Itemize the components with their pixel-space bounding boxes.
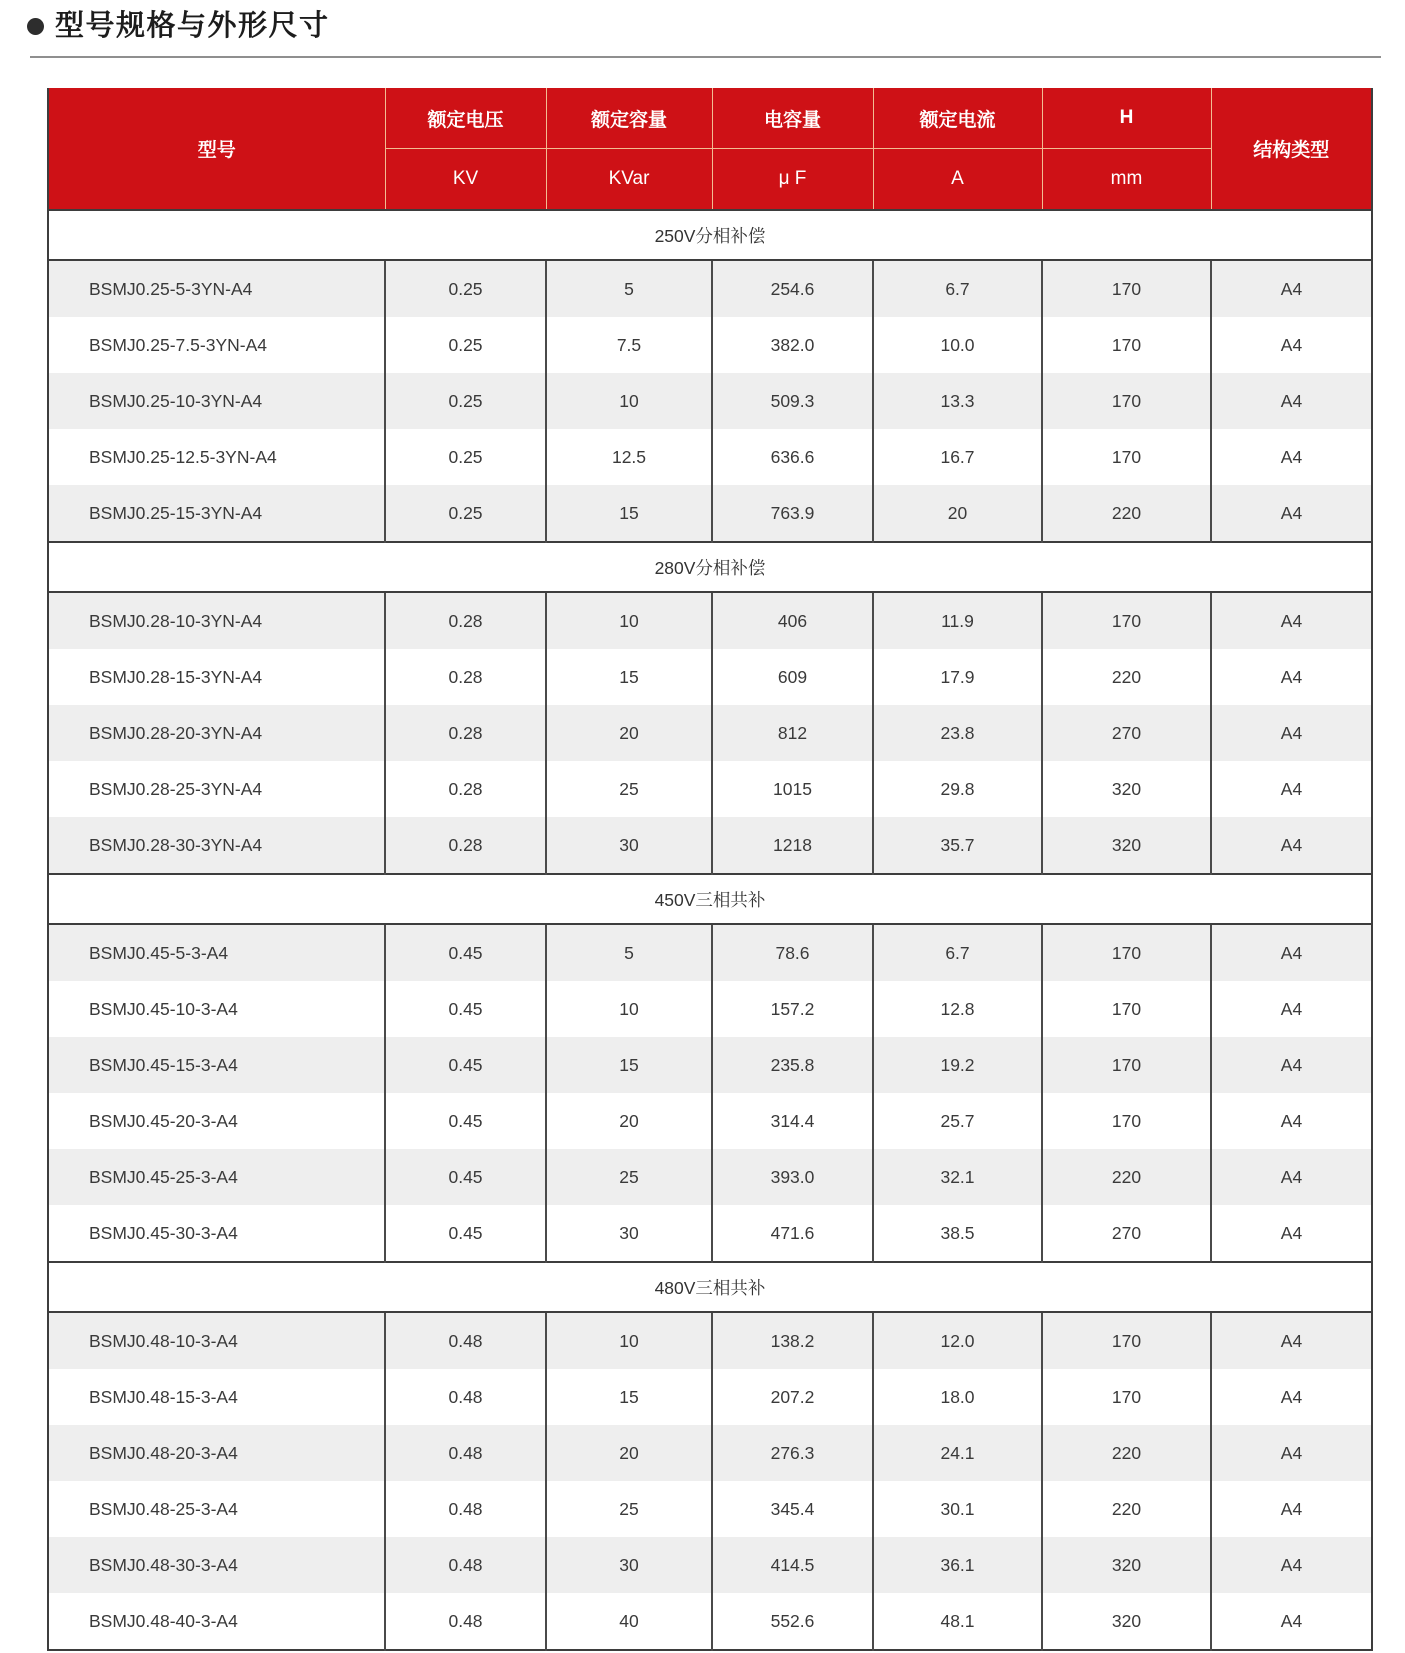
value-cell: 220 xyxy=(1042,1425,1211,1481)
value-cell: 0.28 xyxy=(385,705,546,761)
model-cell: BSMJ0.45-10-3-A4 xyxy=(48,981,385,1037)
value-cell: 382.0 xyxy=(712,317,873,373)
value-cell: 0.45 xyxy=(385,1093,546,1149)
value-cell: 30 xyxy=(546,1537,712,1593)
value-cell: 12.8 xyxy=(873,981,1042,1037)
table-row xyxy=(48,1037,1372,1093)
table-row xyxy=(48,429,1372,485)
value-cell: 25 xyxy=(546,1149,712,1205)
table-row xyxy=(48,1312,1372,1369)
value-cell: 10 xyxy=(546,981,712,1037)
value-cell: 0.48 xyxy=(385,1312,546,1369)
table-row xyxy=(48,981,1372,1037)
value-cell: 170 xyxy=(1042,317,1211,373)
model-cell: BSMJ0.28-10-3YN-A4 xyxy=(48,592,385,649)
value-cell: A4 xyxy=(1211,981,1372,1037)
value-cell: 0.48 xyxy=(385,1537,546,1593)
value-cell: A4 xyxy=(1211,761,1372,817)
value-cell: 10 xyxy=(546,592,712,649)
value-cell: 0.48 xyxy=(385,1481,546,1537)
model-cell: BSMJ0.45-25-3-A4 xyxy=(48,1149,385,1205)
value-cell: 20 xyxy=(546,1425,712,1481)
value-cell: 25 xyxy=(546,1481,712,1537)
value-cell: 0.28 xyxy=(385,817,546,874)
value-cell: 157.2 xyxy=(712,981,873,1037)
value-cell: 170 xyxy=(1042,592,1211,649)
value-cell: 270 xyxy=(1042,705,1211,761)
value-cell: A4 xyxy=(1211,817,1372,874)
value-cell: 0.45 xyxy=(385,981,546,1037)
unit-kvar: KVar xyxy=(546,149,712,211)
model-cell: BSMJ0.45-30-3-A4 xyxy=(48,1205,385,1262)
value-cell: 320 xyxy=(1042,817,1211,874)
table-row xyxy=(48,317,1372,373)
value-cell: 23.8 xyxy=(873,705,1042,761)
value-cell: A4 xyxy=(1211,1093,1372,1149)
value-cell: 393.0 xyxy=(712,1149,873,1205)
value-cell: A4 xyxy=(1211,1205,1372,1262)
spec-table xyxy=(47,88,1373,1651)
model-cell: BSMJ0.25-12.5-3YN-A4 xyxy=(48,429,385,485)
section-title: 480V三相共补 xyxy=(48,1262,1372,1312)
model-cell: BSMJ0.48-20-3-A4 xyxy=(48,1425,385,1481)
col-header-capacitance: 电容量 xyxy=(712,88,873,149)
value-cell: 609 xyxy=(712,649,873,705)
value-cell: 20 xyxy=(546,705,712,761)
value-cell: 18.0 xyxy=(873,1369,1042,1425)
value-cell: 7.5 xyxy=(546,317,712,373)
model-cell: BSMJ0.28-20-3YN-A4 xyxy=(48,705,385,761)
table-row xyxy=(48,1537,1372,1593)
value-cell: 0.45 xyxy=(385,1205,546,1262)
value-cell: 0.25 xyxy=(385,485,546,542)
value-cell: A4 xyxy=(1211,705,1372,761)
value-cell: 0.45 xyxy=(385,1149,546,1205)
value-cell: 48.1 xyxy=(873,1593,1042,1650)
value-cell: 20 xyxy=(546,1093,712,1149)
value-cell: 220 xyxy=(1042,1149,1211,1205)
value-cell: 32.1 xyxy=(873,1149,1042,1205)
value-cell: 15 xyxy=(546,485,712,542)
value-cell: 254.6 xyxy=(712,260,873,317)
value-cell: 10 xyxy=(546,373,712,429)
value-cell: A4 xyxy=(1211,260,1372,317)
table-row xyxy=(48,1369,1372,1425)
value-cell: 15 xyxy=(546,1369,712,1425)
value-cell: 220 xyxy=(1042,1481,1211,1537)
col-header-rated-voltage: 额定电压 xyxy=(385,88,546,149)
value-cell: 0.48 xyxy=(385,1593,546,1650)
col-header-rated-capacity: 额定容量 xyxy=(546,88,712,149)
value-cell: 35.7 xyxy=(873,817,1042,874)
col-header-rated-current: 额定电流 xyxy=(873,88,1042,149)
value-cell: 38.5 xyxy=(873,1205,1042,1262)
value-cell: 5 xyxy=(546,260,712,317)
value-cell: 13.3 xyxy=(873,373,1042,429)
value-cell: 138.2 xyxy=(712,1312,873,1369)
value-cell: A4 xyxy=(1211,485,1372,542)
value-cell: 320 xyxy=(1042,1537,1211,1593)
value-cell: 0.25 xyxy=(385,260,546,317)
model-cell: BSMJ0.45-20-3-A4 xyxy=(48,1093,385,1149)
value-cell: 170 xyxy=(1042,1093,1211,1149)
model-cell: BSMJ0.48-25-3-A4 xyxy=(48,1481,385,1537)
value-cell: 12.0 xyxy=(873,1312,1042,1369)
table-row xyxy=(48,705,1372,761)
value-cell: 6.7 xyxy=(873,260,1042,317)
table-header xyxy=(48,88,1372,210)
value-cell: 0.25 xyxy=(385,317,546,373)
table-row xyxy=(48,373,1372,429)
value-cell: 30 xyxy=(546,1205,712,1262)
model-cell: BSMJ0.25-10-3YN-A4 xyxy=(48,373,385,429)
value-cell: 345.4 xyxy=(712,1481,873,1537)
table-row xyxy=(48,817,1372,874)
value-cell: A4 xyxy=(1211,924,1372,981)
value-cell: 170 xyxy=(1042,1037,1211,1093)
value-cell: 40 xyxy=(546,1593,712,1650)
table-row xyxy=(48,924,1372,981)
value-cell: 29.8 xyxy=(873,761,1042,817)
value-cell: 15 xyxy=(546,649,712,705)
value-cell: 15 xyxy=(546,1037,712,1093)
value-cell: A4 xyxy=(1211,1537,1372,1593)
value-cell: 0.45 xyxy=(385,1037,546,1093)
bullet-icon xyxy=(27,18,44,35)
table-row xyxy=(48,260,1372,317)
value-cell: A4 xyxy=(1211,1369,1372,1425)
value-cell: 0.25 xyxy=(385,373,546,429)
value-cell: 19.2 xyxy=(873,1037,1042,1093)
unit-mm: mm xyxy=(1042,149,1211,211)
col-header-model: 型号 xyxy=(48,88,385,210)
table-row xyxy=(48,485,1372,542)
value-cell: 1218 xyxy=(712,817,873,874)
table-row xyxy=(48,649,1372,705)
value-cell: 207.2 xyxy=(712,1369,873,1425)
value-cell: 0.28 xyxy=(385,649,546,705)
value-cell: 812 xyxy=(712,705,873,761)
value-cell: 636.6 xyxy=(712,429,873,485)
value-cell: A4 xyxy=(1211,649,1372,705)
value-cell: 16.7 xyxy=(873,429,1042,485)
value-cell: A4 xyxy=(1211,592,1372,649)
value-cell: 320 xyxy=(1042,1593,1211,1650)
value-cell: 170 xyxy=(1042,1369,1211,1425)
value-cell: 30.1 xyxy=(873,1481,1042,1537)
value-cell: A4 xyxy=(1211,1149,1372,1205)
value-cell: 276.3 xyxy=(712,1425,873,1481)
value-cell: A4 xyxy=(1211,1312,1372,1369)
model-cell: BSMJ0.28-15-3YN-A4 xyxy=(48,649,385,705)
value-cell: 170 xyxy=(1042,260,1211,317)
value-cell: A4 xyxy=(1211,317,1372,373)
value-cell: 0.48 xyxy=(385,1369,546,1425)
value-cell: 12.5 xyxy=(546,429,712,485)
value-cell: 509.3 xyxy=(712,373,873,429)
section-header-row xyxy=(48,1262,1372,1312)
model-cell: BSMJ0.48-30-3-A4 xyxy=(48,1537,385,1593)
value-cell: 220 xyxy=(1042,485,1211,542)
section-heading xyxy=(27,12,330,41)
table-row xyxy=(48,1593,1372,1650)
value-cell: 1015 xyxy=(712,761,873,817)
value-cell: A4 xyxy=(1211,373,1372,429)
heading-divider xyxy=(30,56,1381,58)
model-cell: BSMJ0.28-30-3YN-A4 xyxy=(48,817,385,874)
value-cell: 170 xyxy=(1042,924,1211,981)
value-cell: A4 xyxy=(1211,429,1372,485)
value-cell: 471.6 xyxy=(712,1205,873,1262)
unit-a: A xyxy=(873,149,1042,211)
page-title: 型号规格与外形尺寸 xyxy=(55,10,330,42)
table-row xyxy=(48,592,1372,649)
value-cell: 170 xyxy=(1042,981,1211,1037)
value-cell: 36.1 xyxy=(873,1537,1042,1593)
value-cell: 220 xyxy=(1042,649,1211,705)
model-cell: BSMJ0.25-15-3YN-A4 xyxy=(48,485,385,542)
value-cell: 17.9 xyxy=(873,649,1042,705)
value-cell: 270 xyxy=(1042,1205,1211,1262)
model-cell: BSMJ0.48-40-3-A4 xyxy=(48,1593,385,1650)
value-cell: 6.7 xyxy=(873,924,1042,981)
value-cell: 0.48 xyxy=(385,1425,546,1481)
value-cell: 10.0 xyxy=(873,317,1042,373)
value-cell: 25 xyxy=(546,761,712,817)
value-cell: 11.9 xyxy=(873,592,1042,649)
value-cell: 20 xyxy=(873,485,1042,542)
value-cell: 0.45 xyxy=(385,924,546,981)
value-cell: 30 xyxy=(546,817,712,874)
value-cell: 25.7 xyxy=(873,1093,1042,1149)
col-header-structure-type: 结构类型 xyxy=(1211,88,1372,210)
col-header-height: H xyxy=(1042,88,1211,149)
model-cell: BSMJ0.48-15-3-A4 xyxy=(48,1369,385,1425)
section-title: 450V三相共补 xyxy=(48,874,1372,924)
value-cell: A4 xyxy=(1211,1037,1372,1093)
value-cell: 170 xyxy=(1042,1312,1211,1369)
value-cell: 314.4 xyxy=(712,1093,873,1149)
value-cell: 406 xyxy=(712,592,873,649)
unit-kv: KV xyxy=(385,149,546,211)
value-cell: 170 xyxy=(1042,429,1211,485)
model-cell: BSMJ0.25-7.5-3YN-A4 xyxy=(48,317,385,373)
section-header-row xyxy=(48,210,1372,260)
section-title: 280V分相补偿 xyxy=(48,542,1372,592)
section-header-row xyxy=(48,874,1372,924)
value-cell: A4 xyxy=(1211,1481,1372,1537)
value-cell: 0.25 xyxy=(385,429,546,485)
value-cell: 10 xyxy=(546,1312,712,1369)
table-row xyxy=(48,1205,1372,1262)
table-row xyxy=(48,1149,1372,1205)
value-cell: A4 xyxy=(1211,1425,1372,1481)
value-cell: 552.6 xyxy=(712,1593,873,1650)
value-cell: 0.28 xyxy=(385,592,546,649)
model-cell: BSMJ0.48-10-3-A4 xyxy=(48,1312,385,1369)
table-row xyxy=(48,1425,1372,1481)
model-cell: BSMJ0.45-15-3-A4 xyxy=(48,1037,385,1093)
model-cell: BSMJ0.25-5-3YN-A4 xyxy=(48,260,385,317)
value-cell: 320 xyxy=(1042,761,1211,817)
section-title: 250V分相补偿 xyxy=(48,210,1372,260)
table-body xyxy=(48,210,1372,1650)
model-cell: BSMJ0.28-25-3YN-A4 xyxy=(48,761,385,817)
value-cell: 235.8 xyxy=(712,1037,873,1093)
value-cell: 78.6 xyxy=(712,924,873,981)
value-cell: 170 xyxy=(1042,373,1211,429)
table-row xyxy=(48,1093,1372,1149)
value-cell: 763.9 xyxy=(712,485,873,542)
table-row xyxy=(48,1481,1372,1537)
section-header-row xyxy=(48,542,1372,592)
value-cell: 5 xyxy=(546,924,712,981)
value-cell: 414.5 xyxy=(712,1537,873,1593)
unit-uf: μ F xyxy=(712,149,873,211)
value-cell: 24.1 xyxy=(873,1425,1042,1481)
value-cell: 0.28 xyxy=(385,761,546,817)
model-cell: BSMJ0.45-5-3-A4 xyxy=(48,924,385,981)
value-cell: A4 xyxy=(1211,1593,1372,1650)
table-row xyxy=(48,761,1372,817)
